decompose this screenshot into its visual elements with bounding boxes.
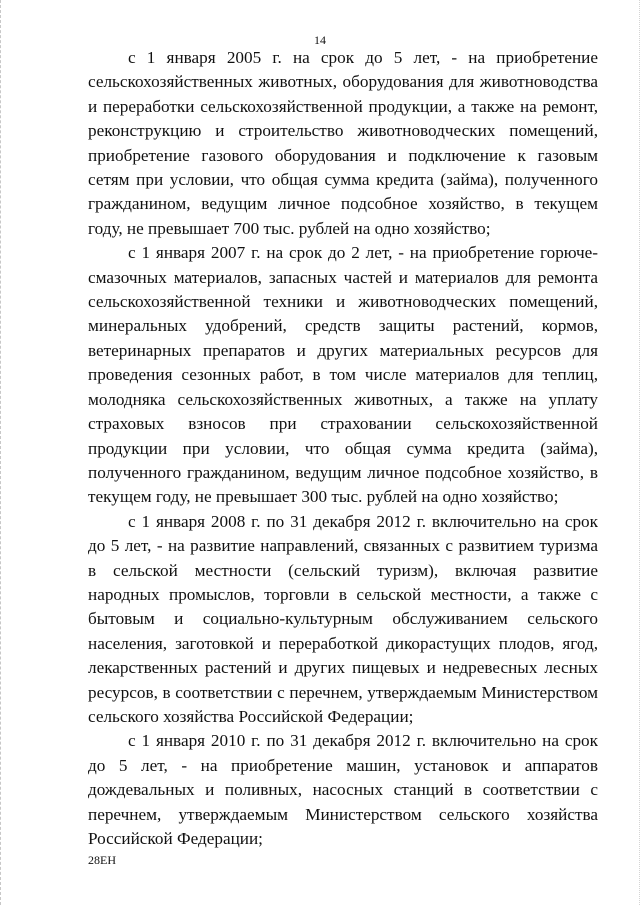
page-number: 14 [314,33,326,47]
footer-document-code: 28ЕН [88,853,116,867]
scan-left-edge [0,0,7,905]
paragraph-2007: с 1 января 2007 г. на срок до 2 лет, - на приобретение горюче-смазочных материалов, запасных частей и материалов для ремонта сельскохозяйственной техники и животноводческих помещений, минеральных удобрений, средств защиты растений, кормов, ветеринарных препаратов и других материальных ресурсов для проведения сезонных работ, в том числе материалов для теплиц, молодняка сельскохозяйственных животных, а также на уплату страховых взносов при страховании сельскохозяйственной продукции при условии, что общая сумма кредита (займа), полученного гражданином, ведущим личное подсобное хозяйство, в текущем году, не превышает 300 тыс. рублей на одно хозяйство; [88,243,598,507]
scan-right-edge [633,0,640,905]
document-body [88,46,598,851]
paragraph-2010: с 1 января 2010 г. по 31 декабря 2012 г. включительно на срок до 5 лет, - на приобретение машин, установок и аппаратов дождевальных и поливных, насосных станций в соответствии с перечнем, утверждаемым Министерством сельского хозяйства Российской Федерации; [88,731,598,848]
paragraph-2005: с 1 января 2005 г. на срок до 5 лет, - на приобретение сельскохозяйственных животных, оборудования для животноводства и переработки сельскохозяйственной продукции, а также на ремонт, реконструкцию и строительство животноводческих помещений, приобретение газового оборудования и подключение к газовым сетям при условии, что общая сумма кредита (займа), полученного гражданином, ведущим личное подсобное хозяйство, в текущем году, не превышает 700 тыс. рублей на одно хозяйство; [88,48,598,238]
paragraph-2008: с 1 января 2008 г. по 31 декабря 2012 г. включительно на срок до 5 лет, - на развитие направлений, связанных с развитием туризма в сельской местности (сельский туризм), включая развитие народных промыслов, торговли в сельской местности, а также с бытовым и социально-культурным обслуживанием сельского населения, заготовкой и переработкой дикорастущих плодов, ягод, лекарственных растений и других пищевых и недревесных лесных ресурсов, в соответствии с перечнем, утверждаемым Министерством сельского хозяйства Российской Федерации; [88,511,598,726]
